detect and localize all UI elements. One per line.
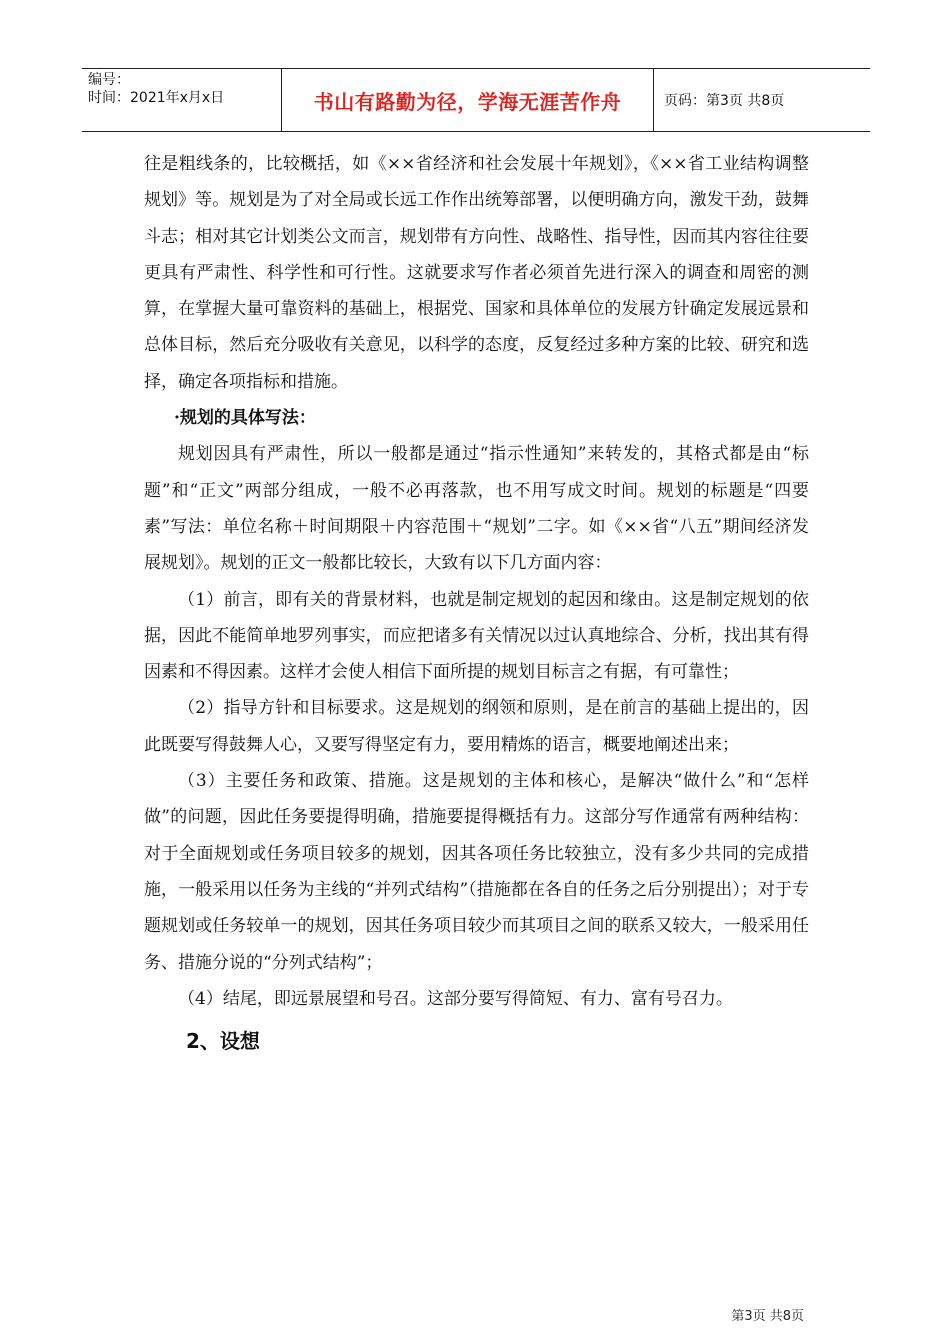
list-item-4: （4）结尾，即远景展望和号召。这部分要写得简短、有力、富有号召力。 bbox=[178, 988, 733, 1009]
page-label: 页码：第3页 共8页 bbox=[664, 93, 785, 109]
motto: 书山有路勤为径，学海无涯苦作舟 bbox=[313, 89, 622, 114]
list-item-3: （3）主要任务和政策、措施。这是规划的主体和核心，是解决“做什么”和“怎样做”的问题，因此任务要提得明确，措施要提得概括有力。这部分写作通常有两种结构：对于全面规划或任务项目较多的规划，因其各项任务比较独立，没有多少共同的完成措施，一般采用以任务为主线的“并列式结构”（措施都在各自的任务之后分别提出）；对于专题规划或任务较单一的规划，因其任务项目较少而其项目之间的联系又较大，一般采用任务、措施分说的“分列式结构”； bbox=[144, 771, 809, 973]
header-meta bbox=[82, 69, 282, 131]
header-page-cell bbox=[654, 69, 870, 131]
header-motto-cell bbox=[282, 69, 654, 131]
number-label: 编号： bbox=[88, 72, 130, 88]
section-heading: ·规划的具体写法： bbox=[174, 408, 316, 429]
paragraph-continuation: 往是粗线条的，比较概括，如《××省经济和社会发展十年规划》，《××省工业结构调整规划》等。规划是为了对全局或长远工作作出统筹部署，以便明确方向，激发干劲，鼓舞斗志；相对其它计划类公文而言，规划带有方向性、战略性、指导性，因而其内容往往要更具有严肃性、科学性和可行性。这就要求写作者必须首先进行深入的调查和周密的测算，在掌握大量可靠资料的基础上，根据党、国家和具体单位的发展方针确定发展远景和总体目标，然后充分吸收有关意见，以科学的态度，反复经过多种方案的比较、研究和选择，确定各项指标和措施。 bbox=[144, 154, 809, 392]
footer-page-number: 第3页 共8页 bbox=[731, 1309, 804, 1324]
paragraph-format: 规划因具有严肃性，所以一般都是通过“指示性通知”来转发的，其格式都是由“标题”和“正文”两部分组成，一般不必再落款，也不用写成文时间。规划的标题是“四要素”写法：单位名称＋时间期限＋内容范围＋“规划”二字。如《××省“八五”期间经济发展规划》。规划的正文一般都比较长，大致有以下几方面内容： bbox=[144, 444, 809, 574]
section-2-heading: 2、设想 bbox=[186, 1029, 260, 1054]
time-label: 时间：2021年x月x日 bbox=[88, 90, 225, 106]
document-body bbox=[144, 146, 809, 1061]
page-header bbox=[82, 68, 870, 132]
page-footer bbox=[731, 1305, 804, 1324]
list-item-2: （2）指导方针和目标要求。这是规划的纲领和原则，是在前言的基础上提出的，因此既要写得鼓舞人心，又要写得坚定有力，要用精炼的语言，概要地阐述出来； bbox=[144, 698, 809, 755]
list-item-1: （1）前言，即有关的背景材料，也就是制定规划的起因和缘由。这是制定规划的依据，因此不能简单地罗列事实，而应把诸多有关情况以过认真地综合、分析，找出其有得因素和不得因素。这样才会使人相信下面所提的规划目标言之有据，有可靠性； bbox=[144, 589, 809, 683]
